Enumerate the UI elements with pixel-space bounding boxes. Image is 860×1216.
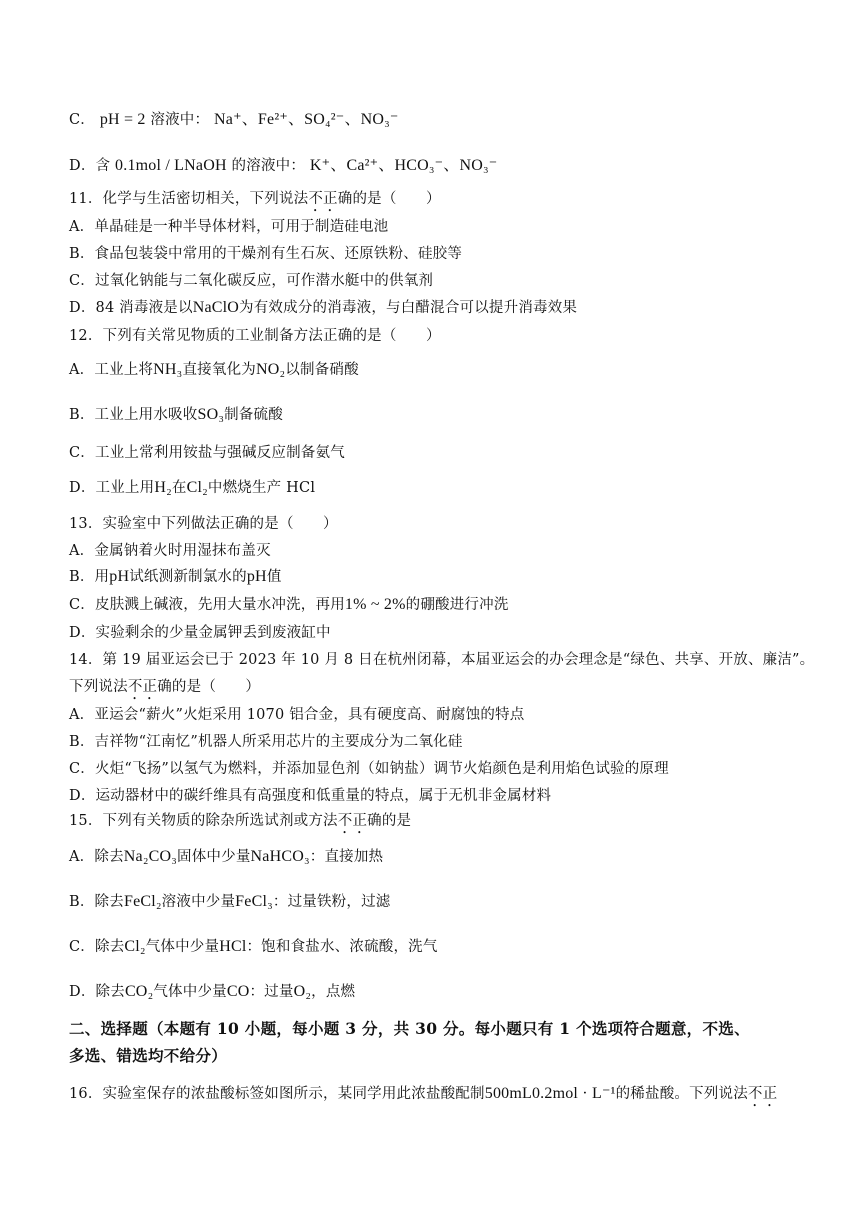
q15-option-c: C．除去Cl₂气体中少量HCl：饱和食盐水、浓硫酸，洗气	[69, 938, 438, 955]
q13-option-c: C．皮肤溅上碱液，先用大量水冲洗，再用1% ~ 2%的硼酸进行冲洗	[69, 596, 509, 613]
q11-stem: 11．化学与生活密切相关，下列说法不正确的是（ ）	[69, 191, 441, 207]
q11-option-a: A．单晶硅是一种半导体材料，可用于制造硅电池	[69, 219, 389, 235]
q14-option-c: C．火炬“飞扬”以氢气为燃料，并添加显色剂（如钠盐）调节火焰颜色是利用焰色试验的原理	[69, 761, 669, 777]
q12-option-a: A．工业上将NH₃直接氧化为NO₂以制备硝酸	[69, 361, 359, 378]
q12-stem: 12．下列有关常见物质的工业制备方法正确的是（ ）	[69, 328, 441, 344]
section2-heading-line2: 多选、错选均不给分）	[69, 1046, 228, 1065]
q14-option-a: A．亚运会“薪火”火炬采用 1070 铝合金，具有硬度高、耐腐蚀的特点	[69, 707, 525, 723]
section2-heading-line1: 二、选择题（本题有 10 小题，每小题 3 分，共 30 分。每小题只有 1 个选项符合题意，不选、	[69, 1019, 750, 1038]
q13-option-a: A．金属钠着火时用湿抹布盖灭	[69, 543, 271, 559]
q13-stem: 13．实验室中下列做法正确的是（ ）	[69, 516, 338, 532]
q16-stem: 16．实验室保存的浓盐酸标签如图所示，某同学用此浓盐酸配制500mL0.2mol · L⁻¹的稀盐酸。下列说法不正	[69, 1085, 778, 1102]
q15-stem: 15．下列有关物质的除杂所选试剂或方法不正确的是	[69, 813, 412, 829]
q15-option-b: B．除去FeCl₂溶液中少量FeCl₃：过量铁粉，过滤	[69, 893, 391, 910]
q13-option-d: D．实验剩余的少量金属钾丢到废液缸中	[69, 625, 331, 641]
q10-option-c: C． pH = 2 溶液中： Na⁺、Fe²⁺、SO₄²⁻、NO₃⁻	[69, 111, 399, 128]
q11-option-d: D．84 消毒液是以NaClO为有效成分的消毒液，与白醋混合可以提升消毒效果	[69, 299, 578, 316]
q15-option-a: A．除去Na₂CO₃固体中少量NaHCO₃：直接加热	[69, 848, 384, 865]
q12-option-c: C．工业上常利用铵盐与强碱反应制备氨气	[69, 445, 345, 461]
q14-option-b: B．吉祥物“江南忆”机器人所采用芯片的主要成分为二氧化硅	[69, 734, 463, 750]
q14-stem-line1: 14．第 19 届亚运会已于 2023 年 10 月 8 日在杭州闭幕，本届亚运会的办会理念是“绿色、共享、开放、廉洁”。	[69, 652, 815, 668]
q10-option-d: D．含 0.1mol / LNaOH 的溶液中： K⁺、Ca²⁺、HCO₃⁻、NO₃⁻	[69, 157, 498, 174]
q15-option-d: D．除去CO₂气体中少量CO：过量O₂，点燃	[69, 983, 356, 1000]
q12-option-d: D．工业上用H₂在Cl₂中燃烧生产 HCl	[69, 479, 316, 496]
q13-option-b: B．用pH试纸测新制氯水的pH值	[69, 568, 282, 585]
q14-stem-line2: 下列说法不正确的是（ ）	[69, 679, 261, 695]
q12-option-b: B．工业上用水吸收SO₃制备硫酸	[69, 406, 283, 423]
q11-option-c: C．过氧化钠能与二氧化碳反应，可作潜水艇中的供氧剂	[69, 273, 434, 289]
q11-option-b: B．食品包装袋中常用的干燥剂有生石灰、还原铁粉、硅胶等	[69, 246, 463, 262]
q14-option-d: D．运动器材中的碳纤维具有高强度和低重量的特点，属于无机非金属材料	[69, 788, 552, 804]
